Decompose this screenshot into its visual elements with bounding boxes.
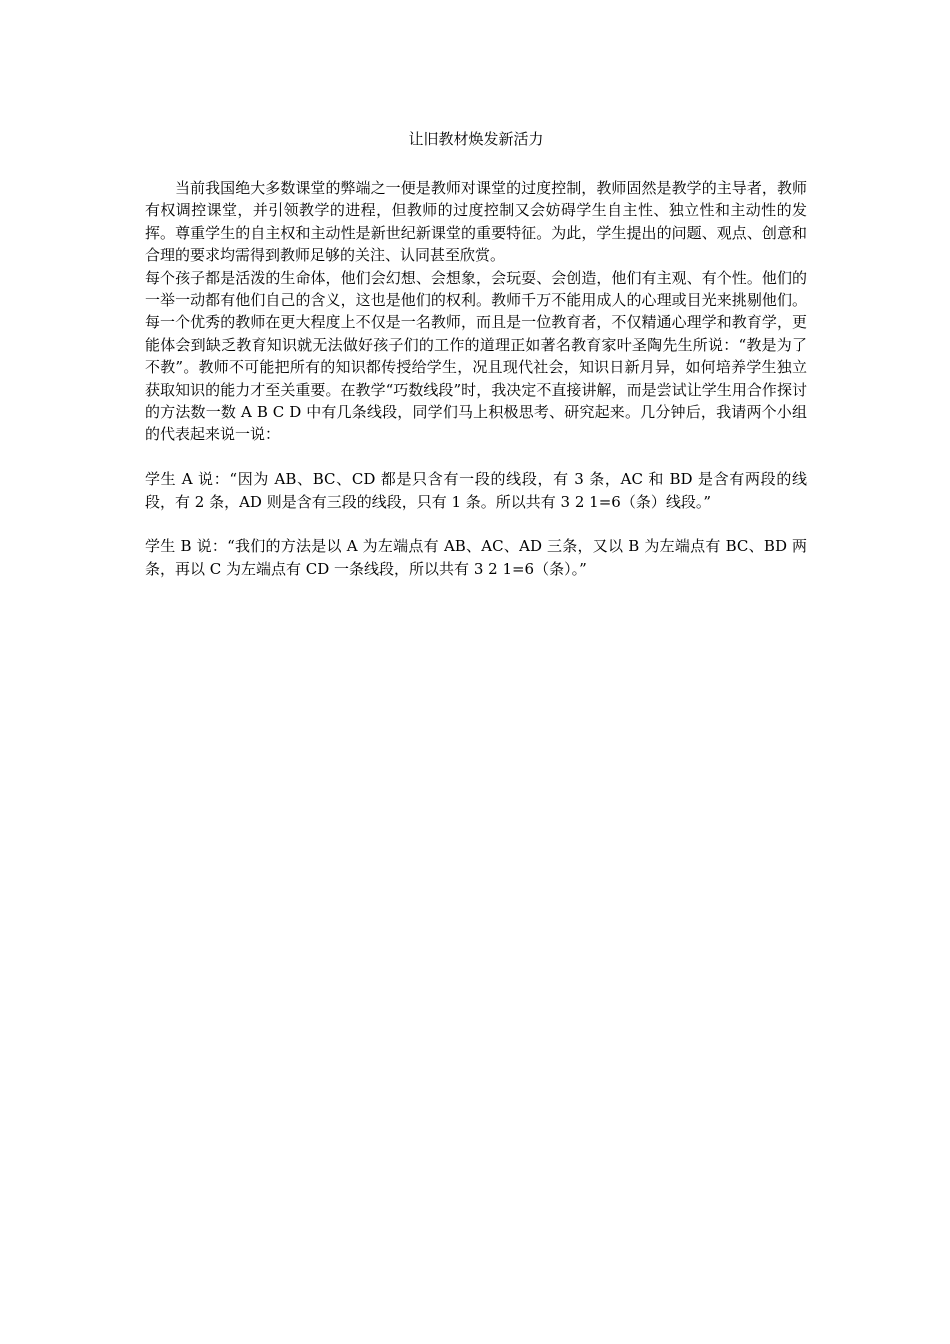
paragraph-spacer <box>145 446 807 468</box>
paragraph-student-a: 学生 A 说：“因为 AB、BC、CD 都是只含有一段的线段，有 3 条，AC 和 BD 是含有两段的线段，有 2 条，AD 则是含有三段的线段，只有 1 条。所以共有 3 2 1=6（条）线段。” <box>145 470 807 511</box>
document-title: 让旧教材焕发新活力 <box>408 130 544 148</box>
paragraph-student-b: 学生 B 说：“我们的方法是以 A 为左端点有 AB、AC、AD 三条，又以 B 为左端点有 BC、BD 两条，再以 C 为左端点有 CD 一条线段，所以共有 3 2 1=6（条）。” <box>145 537 807 578</box>
paragraph-intro: 当前我国绝大多数课堂的弊端之一便是教师对课堂的过度控制，教师固然是教学的主导者，教师有权调控课堂，并引领教学的进程，但教师的过度控制又会妨碍学生自主性、独立性和主动性的发挥。尊重学生的自主权和主动性是新世纪新课堂的重要特征。为此，学生提出的问题、观点、创意和合理的要求均需得到教师足够的关注、认同甚至欣赏。 <box>145 179 807 265</box>
paragraph-spacer <box>145 513 807 535</box>
paragraph-children: 每个孩子都是活泼的生命体，他们会幻想、会想象，会玩耍、会创造，他们有主观、有个性。他们的一举一动都有他们自己的含义，这也是他们的权利。教师千万不能用成人的心理或目光来挑剔他们。每一个优秀的教师在更大程度上不仅是一名教师，而且是一位教育者，不仅精通心理学和教育学，更能体会到缺乏教育知识就无法做好孩子们的工作的道理正如著名教育家叶圣陶先生所说：“教是为了不教”。教师不可能把所有的知识都传授给学生，况且现代社会，知识日新月异，如何培养学生独立获取知识的能力才至关重要。在教学“巧数线段”时，我决定不直接讲解，而是尝试让学生用合作探讨的方法数一数 A B C D 中有几条线段，同学们马上积极思考、研究起来。几分钟后，我请两个小组的代表起来说一说： <box>145 268 807 444</box>
document-body <box>145 177 807 580</box>
